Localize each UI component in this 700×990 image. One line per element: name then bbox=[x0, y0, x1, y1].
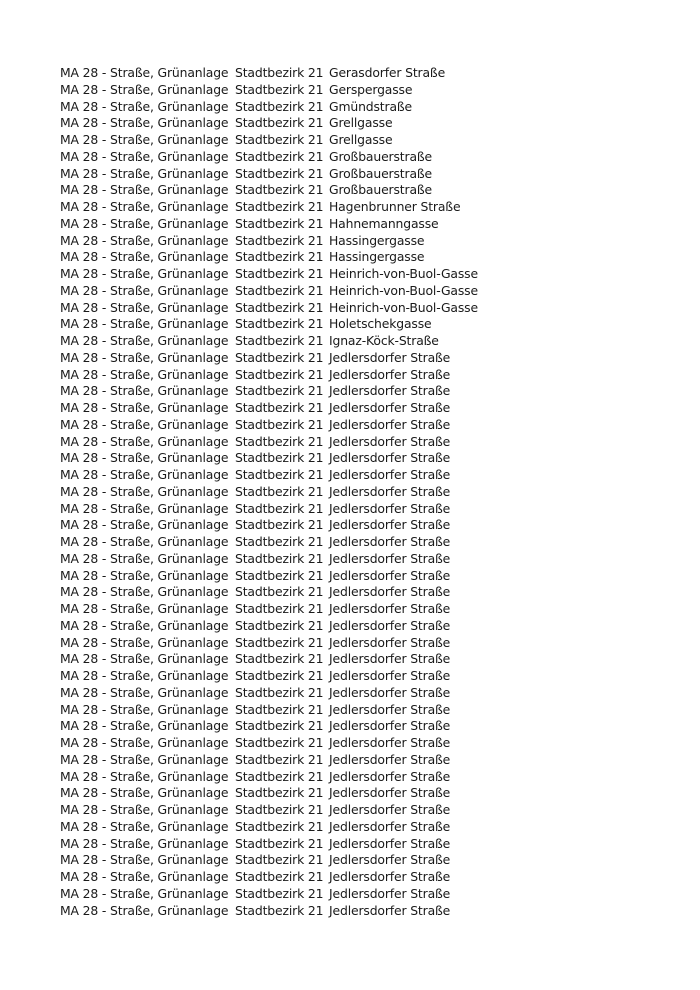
street-cell: Jedlersdorfer Straße bbox=[329, 651, 451, 667]
district-cell: Stadtbezirk 21 bbox=[235, 517, 324, 533]
table-row bbox=[60, 82, 529, 99]
department-cell: MA 28 - Straße, Grünanlage bbox=[60, 902, 229, 918]
district-cell: Stadtbezirk 21 bbox=[235, 316, 324, 332]
table-row bbox=[60, 199, 529, 216]
district-cell: Stadtbezirk 21 bbox=[235, 634, 324, 650]
department-cell: MA 28 - Straße, Grünanlage bbox=[60, 483, 229, 499]
table-row bbox=[60, 618, 529, 635]
department-cell: MA 28 - Straße, Grünanlage bbox=[60, 567, 229, 583]
district-cell: Stadtbezirk 21 bbox=[235, 98, 324, 114]
street-table bbox=[60, 65, 529, 919]
district-cell: Stadtbezirk 21 bbox=[235, 383, 324, 399]
table-row bbox=[60, 668, 529, 685]
department-cell: MA 28 - Straße, Grünanlage bbox=[60, 266, 229, 281]
table-row bbox=[60, 316, 529, 333]
district-cell: Stadtbezirk 21 bbox=[235, 869, 324, 884]
table-row bbox=[60, 517, 529, 534]
district-cell: Stadtbezirk 21 bbox=[235, 433, 324, 449]
department-cell: MA 28 - Straße, Grünanlage bbox=[60, 148, 229, 164]
department-cell: MA 28 - Straße, Grünanlage bbox=[60, 500, 229, 516]
district-cell: Stadtbezirk 21 bbox=[235, 902, 324, 918]
district-cell: Stadtbezirk 21 bbox=[235, 684, 324, 700]
district-cell: Stadtbezirk 21 bbox=[235, 601, 324, 616]
department-cell: MA 28 - Straße, Grünanlage bbox=[60, 852, 229, 868]
street-cell: Jedlersdorfer Straße bbox=[329, 768, 451, 784]
department-cell: MA 28 - Straße, Grünanlage bbox=[60, 65, 229, 80]
district-cell: Stadtbezirk 21 bbox=[235, 818, 324, 834]
table-row bbox=[60, 735, 529, 752]
street-cell: Jedlersdorfer Straße bbox=[329, 433, 451, 449]
district-cell: Stadtbezirk 21 bbox=[235, 718, 324, 734]
district-cell: Stadtbezirk 21 bbox=[235, 852, 324, 868]
street-cell: Jedlersdorfer Straße bbox=[329, 751, 451, 767]
district-cell: Stadtbezirk 21 bbox=[235, 450, 324, 466]
table-row bbox=[60, 149, 529, 166]
table-row bbox=[60, 886, 529, 903]
department-cell: MA 28 - Straße, Grünanlage bbox=[60, 751, 229, 767]
district-cell: Stadtbezirk 21 bbox=[235, 366, 324, 382]
department-cell: MA 28 - Straße, Grünanlage bbox=[60, 366, 229, 382]
district-cell: Stadtbezirk 21 bbox=[235, 349, 324, 365]
street-cell: Jedlersdorfer Straße bbox=[329, 601, 451, 616]
street-cell: Jedlersdorfer Straße bbox=[329, 450, 451, 466]
table-row bbox=[60, 434, 529, 451]
table-row bbox=[60, 685, 529, 702]
department-cell: MA 28 - Straße, Grünanlage bbox=[60, 550, 229, 566]
table-row bbox=[60, 752, 529, 769]
street-cell: Jedlersdorfer Straße bbox=[329, 534, 451, 549]
department-cell: MA 28 - Straße, Grünanlage bbox=[60, 115, 229, 131]
department-cell: MA 28 - Straße, Grünanlage bbox=[60, 701, 229, 717]
table-row bbox=[60, 417, 529, 434]
street-cell: Hagenbrunner Straße bbox=[329, 199, 461, 214]
street-cell: Jedlersdorfer Straße bbox=[329, 349, 451, 365]
street-cell: Hahnemanngasse bbox=[329, 215, 439, 231]
table-row bbox=[60, 819, 529, 836]
street-cell: Jedlersdorfer Straße bbox=[329, 818, 451, 834]
department-cell: MA 28 - Straße, Grünanlage bbox=[60, 617, 229, 633]
street-cell: Heinrich-von-Buol-Gasse bbox=[329, 266, 478, 281]
district-cell: Stadtbezirk 21 bbox=[235, 115, 324, 131]
street-cell: Jedlersdorfer Straße bbox=[329, 634, 451, 650]
street-cell: Jedlersdorfer Straße bbox=[329, 852, 451, 868]
district-cell: Stadtbezirk 21 bbox=[235, 802, 324, 817]
department-cell: MA 28 - Straße, Grünanlage bbox=[60, 232, 229, 248]
district-cell: Stadtbezirk 21 bbox=[235, 500, 324, 516]
department-cell: MA 28 - Straße, Grünanlage bbox=[60, 450, 229, 466]
street-cell: Gmündstraße bbox=[329, 98, 413, 114]
street-cell: Jedlersdorfer Straße bbox=[329, 550, 451, 566]
street-cell: Jedlersdorfer Straße bbox=[329, 668, 451, 683]
district-cell: Stadtbezirk 21 bbox=[235, 81, 324, 97]
table-row bbox=[60, 601, 529, 618]
department-cell: MA 28 - Straße, Grünanlage bbox=[60, 199, 229, 214]
district-cell: Stadtbezirk 21 bbox=[235, 132, 324, 147]
table-row bbox=[60, 769, 529, 786]
table-row bbox=[60, 802, 529, 819]
department-cell: MA 28 - Straße, Grünanlage bbox=[60, 835, 229, 851]
department-cell: MA 28 - Straße, Grünanlage bbox=[60, 517, 229, 533]
district-cell: Stadtbezirk 21 bbox=[235, 182, 324, 198]
street-cell: Jedlersdorfer Straße bbox=[329, 567, 451, 583]
department-cell: MA 28 - Straße, Grünanlage bbox=[60, 584, 229, 600]
street-cell: Jedlersdorfer Straße bbox=[329, 718, 451, 734]
table-row bbox=[60, 333, 529, 350]
table-row bbox=[60, 484, 529, 501]
street-cell: Jedlersdorfer Straße bbox=[329, 684, 451, 700]
department-cell: MA 28 - Straße, Grünanlage bbox=[60, 249, 229, 265]
street-cell: Heinrich-von-Buol-Gasse bbox=[329, 282, 478, 298]
street-cell: Gerspergasse bbox=[329, 81, 413, 97]
table-row bbox=[60, 65, 529, 82]
street-cell: Jedlersdorfer Straße bbox=[329, 869, 451, 884]
district-cell: Stadtbezirk 21 bbox=[235, 467, 324, 482]
table-row bbox=[60, 584, 529, 601]
district-cell: Stadtbezirk 21 bbox=[235, 751, 324, 767]
department-cell: MA 28 - Straße, Grünanlage bbox=[60, 885, 229, 901]
district-cell: Stadtbezirk 21 bbox=[235, 785, 324, 801]
table-row bbox=[60, 400, 529, 417]
table-row bbox=[60, 367, 529, 384]
department-cell: MA 28 - Straße, Grünanlage bbox=[60, 316, 229, 332]
table-row bbox=[60, 350, 529, 367]
street-cell: Großbauerstraße bbox=[329, 148, 433, 164]
district-cell: Stadtbezirk 21 bbox=[235, 299, 324, 315]
street-cell: Jedlersdorfer Straße bbox=[329, 467, 451, 482]
department-cell: MA 28 - Straße, Grünanlage bbox=[60, 400, 229, 415]
department-cell: MA 28 - Straße, Grünanlage bbox=[60, 802, 229, 817]
table-row bbox=[60, 501, 529, 518]
street-cell: Jedlersdorfer Straße bbox=[329, 885, 451, 901]
department-cell: MA 28 - Straße, Grünanlage bbox=[60, 467, 229, 482]
street-cell: Jedlersdorfer Straße bbox=[329, 701, 451, 717]
table-row bbox=[60, 785, 529, 802]
street-cell: Jedlersdorfer Straße bbox=[329, 902, 451, 918]
street-cell: Hassingergasse bbox=[329, 232, 425, 248]
table-row bbox=[60, 568, 529, 585]
table-row bbox=[60, 216, 529, 233]
department-cell: MA 28 - Straße, Grünanlage bbox=[60, 98, 229, 114]
department-cell: MA 28 - Straße, Grünanlage bbox=[60, 433, 229, 449]
table-row bbox=[60, 450, 529, 467]
district-cell: Stadtbezirk 21 bbox=[235, 550, 324, 566]
table-row bbox=[60, 551, 529, 568]
department-cell: MA 28 - Straße, Grünanlage bbox=[60, 333, 229, 348]
table-row bbox=[60, 903, 529, 920]
table-row bbox=[60, 702, 529, 719]
table-row bbox=[60, 283, 529, 300]
department-cell: MA 28 - Straße, Grünanlage bbox=[60, 349, 229, 365]
department-cell: MA 28 - Straße, Grünanlage bbox=[60, 718, 229, 734]
district-cell: Stadtbezirk 21 bbox=[235, 215, 324, 231]
department-cell: MA 28 - Straße, Grünanlage bbox=[60, 416, 229, 432]
district-cell: Stadtbezirk 21 bbox=[235, 584, 324, 600]
table-row bbox=[60, 249, 529, 266]
table-row bbox=[60, 99, 529, 116]
district-cell: Stadtbezirk 21 bbox=[235, 885, 324, 901]
table-row bbox=[60, 132, 529, 149]
district-cell: Stadtbezirk 21 bbox=[235, 651, 324, 667]
department-cell: MA 28 - Straße, Grünanlage bbox=[60, 215, 229, 231]
department-cell: MA 28 - Straße, Grünanlage bbox=[60, 818, 229, 834]
table-row bbox=[60, 651, 529, 668]
street-cell: Gerasdorfer Straße bbox=[329, 65, 446, 80]
table-row bbox=[60, 266, 529, 283]
district-cell: Stadtbezirk 21 bbox=[235, 567, 324, 583]
district-cell: Stadtbezirk 21 bbox=[235, 835, 324, 851]
district-cell: Stadtbezirk 21 bbox=[235, 735, 324, 750]
street-cell: Jedlersdorfer Straße bbox=[329, 483, 451, 499]
department-cell: MA 28 - Straße, Grünanlage bbox=[60, 299, 229, 315]
district-cell: Stadtbezirk 21 bbox=[235, 768, 324, 784]
table-row bbox=[60, 182, 529, 199]
table-row bbox=[60, 718, 529, 735]
table-row bbox=[60, 836, 529, 853]
district-cell: Stadtbezirk 21 bbox=[235, 701, 324, 717]
table-row bbox=[60, 300, 529, 317]
district-cell: Stadtbezirk 21 bbox=[235, 249, 324, 265]
street-cell: Jedlersdorfer Straße bbox=[329, 617, 451, 633]
table-row bbox=[60, 383, 529, 400]
street-cell: Jedlersdorfer Straße bbox=[329, 517, 451, 533]
department-cell: MA 28 - Straße, Grünanlage bbox=[60, 534, 229, 549]
table-row bbox=[60, 869, 529, 886]
department-cell: MA 28 - Straße, Grünanlage bbox=[60, 735, 229, 750]
street-table-body bbox=[60, 65, 529, 919]
street-cell: Jedlersdorfer Straße bbox=[329, 416, 451, 432]
street-cell: Jedlersdorfer Straße bbox=[329, 500, 451, 516]
district-cell: Stadtbezirk 21 bbox=[235, 282, 324, 298]
department-cell: MA 28 - Straße, Grünanlage bbox=[60, 383, 229, 399]
district-cell: Stadtbezirk 21 bbox=[235, 165, 324, 181]
district-cell: Stadtbezirk 21 bbox=[235, 534, 324, 549]
street-cell: Grellgasse bbox=[329, 132, 393, 147]
street-cell: Jedlersdorfer Straße bbox=[329, 584, 451, 600]
department-cell: MA 28 - Straße, Grünanlage bbox=[60, 668, 229, 683]
district-cell: Stadtbezirk 21 bbox=[235, 266, 324, 281]
street-cell: Großbauerstraße bbox=[329, 165, 433, 181]
table-row bbox=[60, 467, 529, 484]
district-cell: Stadtbezirk 21 bbox=[235, 232, 324, 248]
street-cell: Hassingergasse bbox=[329, 249, 425, 265]
department-cell: MA 28 - Straße, Grünanlage bbox=[60, 651, 229, 667]
district-cell: Stadtbezirk 21 bbox=[235, 668, 324, 683]
street-cell: Grellgasse bbox=[329, 115, 393, 131]
table-row bbox=[60, 233, 529, 250]
table-row bbox=[60, 852, 529, 869]
street-cell: Jedlersdorfer Straße bbox=[329, 735, 451, 750]
street-cell: Ignaz-Köck-Straße bbox=[329, 333, 439, 348]
department-cell: MA 28 - Straße, Grünanlage bbox=[60, 182, 229, 198]
street-cell: Jedlersdorfer Straße bbox=[329, 802, 451, 817]
department-cell: MA 28 - Straße, Grünanlage bbox=[60, 634, 229, 650]
street-cell: Jedlersdorfer Straße bbox=[329, 835, 451, 851]
street-cell: Jedlersdorfer Straße bbox=[329, 366, 451, 382]
table-row bbox=[60, 166, 529, 183]
street-cell: Großbauerstraße bbox=[329, 182, 433, 198]
street-cell: Holetschekgasse bbox=[329, 316, 432, 332]
district-cell: Stadtbezirk 21 bbox=[235, 416, 324, 432]
district-cell: Stadtbezirk 21 bbox=[235, 617, 324, 633]
department-cell: MA 28 - Straße, Grünanlage bbox=[60, 684, 229, 700]
table-row bbox=[60, 115, 529, 132]
department-cell: MA 28 - Straße, Grünanlage bbox=[60, 768, 229, 784]
street-cell: Jedlersdorfer Straße bbox=[329, 785, 451, 801]
department-cell: MA 28 - Straße, Grünanlage bbox=[60, 282, 229, 298]
street-cell: Jedlersdorfer Straße bbox=[329, 400, 451, 415]
district-cell: Stadtbezirk 21 bbox=[235, 483, 324, 499]
street-cell: Jedlersdorfer Straße bbox=[329, 383, 451, 399]
district-cell: Stadtbezirk 21 bbox=[235, 65, 324, 80]
department-cell: MA 28 - Straße, Grünanlage bbox=[60, 165, 229, 181]
department-cell: MA 28 - Straße, Grünanlage bbox=[60, 132, 229, 147]
table-row bbox=[60, 635, 529, 652]
district-cell: Stadtbezirk 21 bbox=[235, 148, 324, 164]
department-cell: MA 28 - Straße, Grünanlage bbox=[60, 81, 229, 97]
district-cell: Stadtbezirk 21 bbox=[235, 199, 324, 214]
table-row bbox=[60, 534, 529, 551]
department-cell: MA 28 - Straße, Grünanlage bbox=[60, 601, 229, 616]
district-cell: Stadtbezirk 21 bbox=[235, 400, 324, 415]
district-cell: Stadtbezirk 21 bbox=[235, 333, 324, 348]
department-cell: MA 28 - Straße, Grünanlage bbox=[60, 869, 229, 884]
department-cell: MA 28 - Straße, Grünanlage bbox=[60, 785, 229, 801]
street-cell: Heinrich-von-Buol-Gasse bbox=[329, 299, 478, 315]
